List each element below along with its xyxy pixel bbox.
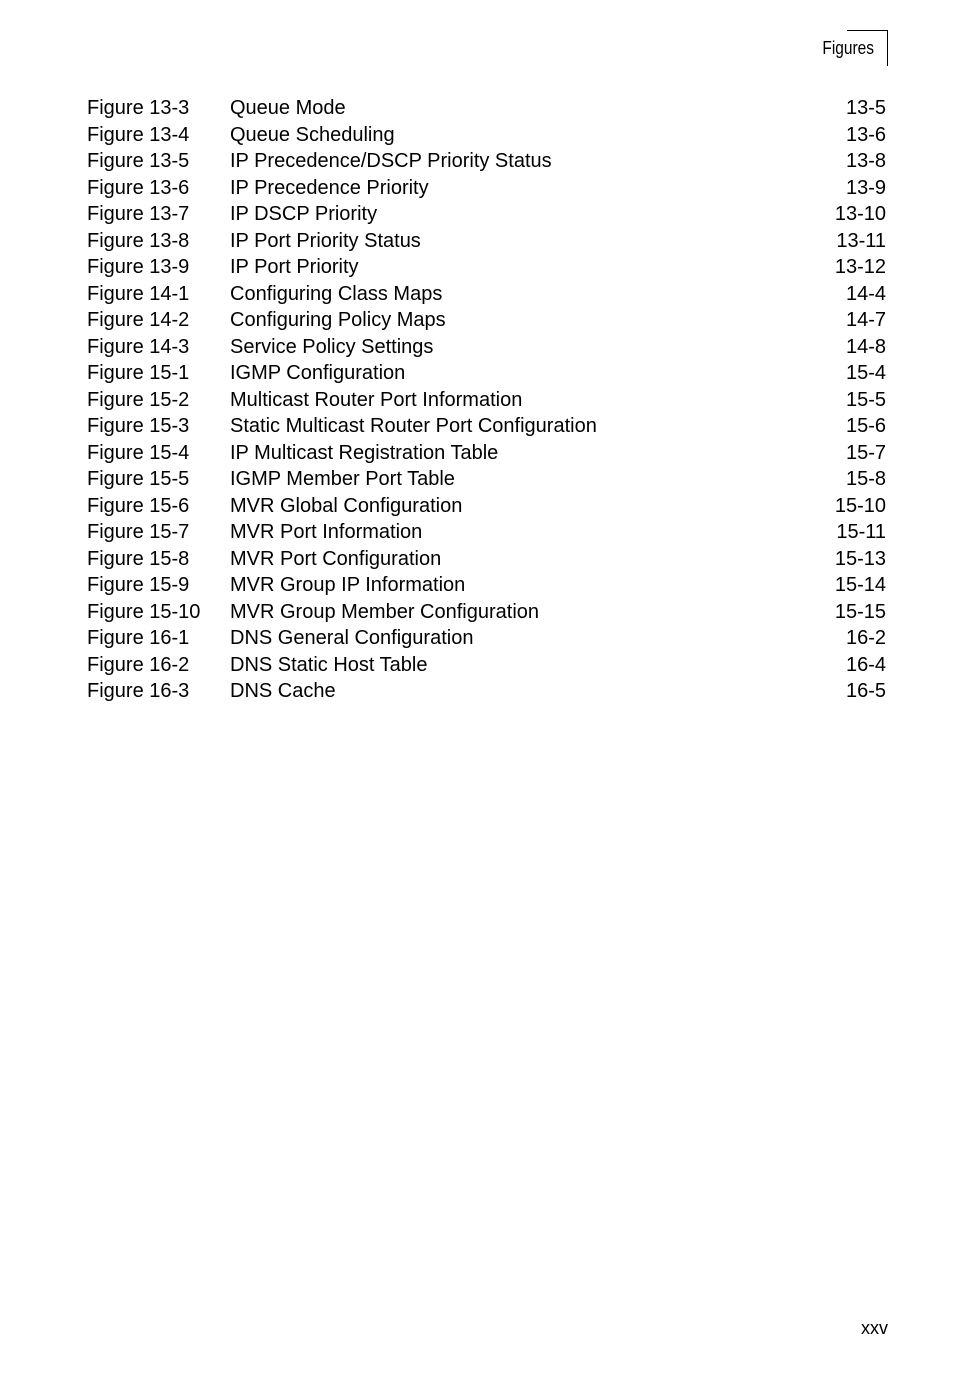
toc-entry[interactable] bbox=[87, 493, 886, 520]
toc-entry[interactable] bbox=[87, 360, 886, 387]
figure-number: Figure 15-2 bbox=[87, 388, 190, 411]
page-number: xxv bbox=[861, 1318, 888, 1338]
figure-title: Queue Mode bbox=[230, 97, 346, 119]
figure-page: 15-13 bbox=[834, 547, 886, 570]
figure-number: Figure 15-4 bbox=[87, 441, 190, 464]
figure-title: IP Precedence/DSCP Priority Status bbox=[230, 150, 552, 172]
toc-entry[interactable] bbox=[87, 387, 886, 414]
toc-entry[interactable] bbox=[87, 201, 886, 228]
figure-number: Figure 13-9 bbox=[87, 256, 190, 278]
figure-number: Figure 16-1 bbox=[87, 627, 190, 649]
figure-page: 15-11 bbox=[836, 521, 886, 543]
figure-title: IP Multicast Registration Table bbox=[230, 441, 499, 464]
figure-page: 15-6 bbox=[845, 415, 886, 437]
figure-title: IP Port Priority Status bbox=[230, 229, 421, 252]
figure-page: 15-8 bbox=[845, 468, 886, 490]
figure-page: 13-5 bbox=[845, 97, 886, 119]
figure-title: MVR Port Information bbox=[230, 521, 423, 543]
figure-number: Figure 15-6 bbox=[87, 494, 190, 517]
figure-number: Figure 13-5 bbox=[87, 150, 190, 172]
toc-entry[interactable] bbox=[87, 254, 886, 281]
toc-entry[interactable] bbox=[87, 228, 886, 255]
figure-title: IP DSCP Priority bbox=[230, 203, 378, 225]
figure-title: Configuring Class Maps bbox=[230, 282, 443, 305]
figure-page: 13-11 bbox=[836, 229, 886, 252]
figure-number: Figure 16-2 bbox=[87, 653, 190, 676]
figure-number: Figure 13-4 bbox=[87, 123, 190, 146]
list-of-figures bbox=[87, 95, 886, 705]
figure-page: 14-7 bbox=[845, 309, 886, 331]
toc-entry[interactable] bbox=[87, 95, 886, 122]
figure-page: 16-5 bbox=[845, 680, 886, 702]
figure-number: Figure 14-2 bbox=[87, 309, 190, 331]
toc-entry[interactable] bbox=[87, 413, 886, 440]
figure-number: Figure 13-8 bbox=[87, 229, 190, 252]
figure-title: MVR Group Member Configuration bbox=[230, 600, 540, 623]
figure-title: Multicast Router Port Information bbox=[230, 388, 523, 411]
figure-page: 15-7 bbox=[845, 441, 886, 464]
figure-title: DNS Cache bbox=[230, 680, 336, 702]
figure-number: Figure 14-1 bbox=[87, 282, 190, 305]
toc-entry[interactable] bbox=[87, 599, 886, 626]
figure-number: Figure 15-1 bbox=[87, 362, 190, 384]
figure-number: Figure 13-7 bbox=[87, 203, 190, 225]
figure-title: IP Precedence Priority bbox=[230, 176, 429, 199]
figure-title: Service Policy Settings bbox=[230, 335, 434, 358]
figure-title: IGMP Configuration bbox=[230, 362, 406, 384]
toc-entry[interactable] bbox=[87, 678, 886, 705]
toc-entry[interactable] bbox=[87, 519, 886, 546]
figure-title: DNS General Configuration bbox=[230, 627, 474, 649]
figure-number: Figure 14-3 bbox=[87, 335, 190, 358]
figure-page: 16-4 bbox=[845, 653, 886, 676]
toc-entry[interactable] bbox=[87, 122, 886, 149]
figure-title: Queue Scheduling bbox=[230, 123, 395, 146]
toc-entry[interactable] bbox=[87, 175, 886, 202]
figure-page: 14-8 bbox=[845, 335, 886, 358]
figure-title: IP Port Priority bbox=[230, 256, 359, 278]
figure-title: IGMP Member Port Table bbox=[230, 468, 455, 490]
figure-title: MVR Port Configuration bbox=[230, 547, 442, 570]
toc-entry[interactable] bbox=[87, 440, 886, 467]
figure-number: Figure 15-5 bbox=[87, 468, 190, 490]
figure-number: Figure 15-8 bbox=[87, 547, 190, 570]
figure-title: Static Multicast Router Port Configuration bbox=[230, 415, 597, 437]
figure-number: Figure 15-10 bbox=[87, 600, 201, 623]
figure-title: MVR Global Configuration bbox=[230, 494, 463, 517]
toc-entry[interactable] bbox=[87, 334, 886, 361]
figure-page: 15-14 bbox=[834, 574, 886, 596]
figure-page: 13-10 bbox=[834, 203, 886, 225]
figure-title: MVR Group IP Information bbox=[230, 574, 466, 596]
figure-page: 13-9 bbox=[845, 176, 886, 199]
figure-page: 16-2 bbox=[845, 627, 886, 649]
toc-entry[interactable] bbox=[87, 281, 886, 308]
toc-entry[interactable] bbox=[87, 652, 886, 679]
figure-number: Figure 15-3 bbox=[87, 415, 190, 437]
figure-number: Figure 13-3 bbox=[87, 97, 190, 119]
figure-page: 15-4 bbox=[845, 362, 886, 384]
toc-entry[interactable] bbox=[87, 307, 886, 334]
section-label: Figures bbox=[822, 38, 874, 58]
figure-page: 13-6 bbox=[845, 123, 886, 146]
figure-title: DNS Static Host Table bbox=[230, 653, 428, 676]
figure-page: 15-5 bbox=[845, 388, 886, 411]
figure-number: Figure 16-3 bbox=[87, 680, 190, 702]
figure-page: 15-10 bbox=[834, 494, 886, 517]
figure-number: Figure 15-7 bbox=[87, 521, 190, 543]
figure-page: 14-4 bbox=[845, 282, 886, 305]
figure-page: 15-15 bbox=[834, 600, 886, 623]
toc-entry[interactable] bbox=[87, 546, 886, 573]
figure-page: 13-12 bbox=[834, 256, 886, 278]
figure-page: 13-8 bbox=[845, 150, 886, 172]
toc-entry[interactable] bbox=[87, 572, 886, 599]
figure-title: Configuring Policy Maps bbox=[230, 309, 446, 331]
toc-entry[interactable] bbox=[87, 466, 886, 493]
toc-entry[interactable] bbox=[87, 148, 886, 175]
toc-entry[interactable] bbox=[87, 625, 886, 652]
figure-number: Figure 13-6 bbox=[87, 176, 190, 199]
figure-number: Figure 15-9 bbox=[87, 574, 190, 596]
